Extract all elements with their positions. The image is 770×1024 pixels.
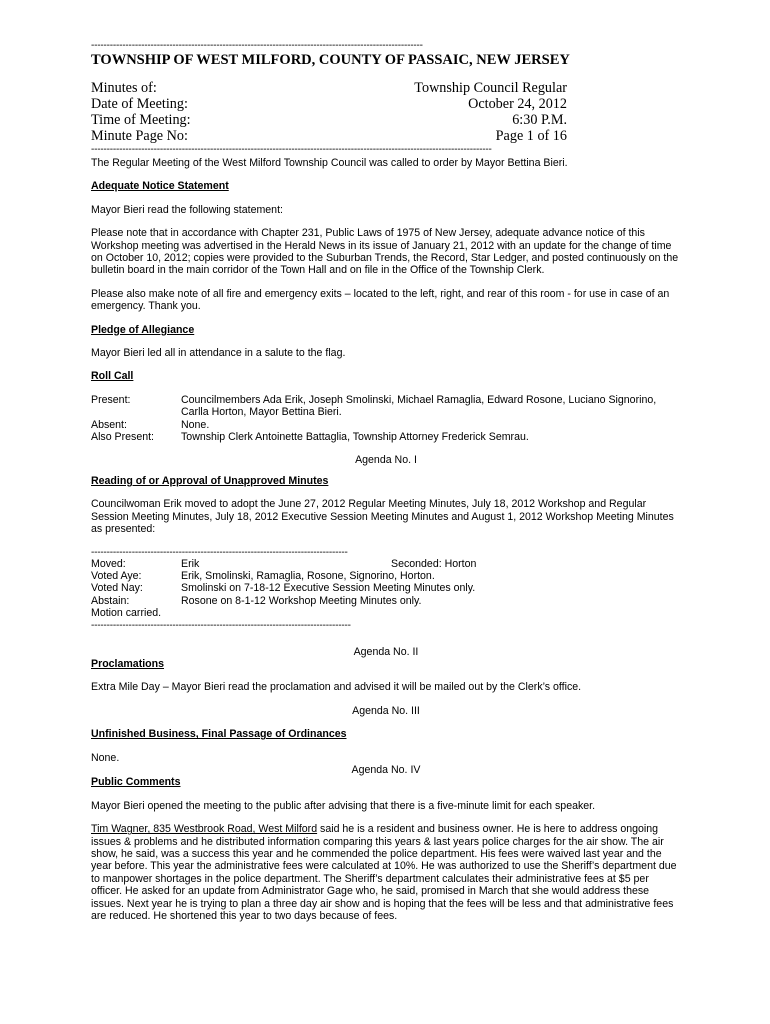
roll-value: Township Clerk Antoinette Battaglia, Township Attorney Frederick Semrau. <box>181 431 529 444</box>
notice-heading: Adequate Notice Statement <box>91 180 229 193</box>
minutes-page <box>91 0 681 922</box>
header-value: Township Council Regular <box>414 80 567 96</box>
vote-separator: ----------------------------------------------------------------------------------- <box>91 619 351 631</box>
header-row-time <box>91 112 567 128</box>
vote-separator: ---------------------------------------------------------------------------------- <box>91 546 348 558</box>
seconded-value: Seconded: Horton <box>391 557 477 570</box>
header-label: Time of Meeting: <box>91 112 191 128</box>
pledge-heading: Pledge of Allegiance <box>91 323 195 336</box>
header-label: Minute Page No: <box>91 128 188 144</box>
header-row-page <box>91 128 567 144</box>
vote-label: Abstain: <box>91 594 130 607</box>
agenda-number: Agenda No. II <box>353 645 419 658</box>
intro-paragraph: The Regular Meeting of the West Milford Township Council was called to order by Mayor Bettina Bieri. <box>91 157 568 169</box>
vote-label: Voted Nay: <box>91 582 143 595</box>
header-value: 6:30 P.M. <box>512 112 567 128</box>
top-separator: ---------------------------------------------------------------------------------------------------------- <box>91 40 423 51</box>
vote-row-moved <box>91 558 681 570</box>
document-title: TOWNSHIP OF WEST MILFORD, COUNTY OF PASSAIC, NEW JERSEY <box>91 52 570 68</box>
header-value: October 24, 2012 <box>468 96 567 112</box>
roll-row-also-present <box>91 431 681 443</box>
vote-row-nay <box>91 582 681 594</box>
agenda-number: Agenda No. IV <box>351 764 421 776</box>
roll-call-heading: Roll Call <box>91 370 134 383</box>
speaker-name: Tim Wagner, 835 Westbrook Road, West Milford <box>91 823 318 836</box>
speaker-statement: said he is a resident and business owner. He is here to address ongoing issues & problems and he distributed information comparing this years & last years police charges for the air show. The air show, he said, was a success this year and he commended the police department. His fees were waived last year and the year before. This year the administrative fees were calculated at 10%. He was authorized to use the Sheriff’s department due to manpower shortages in the police department. The Sheriff’s department calculates their administrative fees at $5 per officer. He asked for an update from Administrator Gage who, he said, promised in March that she would address these issues. Next year he is trying to plan a three day air show and is hoping that the fees will be less and that administrative fees are reduced. He shortened this year to two days because of fees. <box>91 823 677 923</box>
roll-label: Absent: <box>91 418 127 431</box>
proclamations-text: Extra Mile Day – Mayor Bieri read the proclamation and advised it will be mailed out by the Clerk’s office. <box>91 681 582 694</box>
header-row-minutes-of <box>91 80 567 96</box>
roll-row-absent <box>91 419 681 431</box>
vote-value: Erik, Smolinski, Ramaglia, Rosone, Signorino, Horton. <box>181 569 435 582</box>
vote-block <box>91 547 681 631</box>
roll-value: Councilmembers Ada Erik, Joseph Smolinski, Michael Ramaglia, Edward Rosone, Luciano Signorino, Carlla Horton, Mayor Bettina Bieri. <box>181 393 657 419</box>
unfinished-text: None. <box>91 751 120 764</box>
roll-label: Also Present: <box>91 431 155 444</box>
vote-row-abstain <box>91 595 681 607</box>
minutes-heading: Reading of or Approval of Unapproved Minutes <box>91 474 329 487</box>
roll-row-present <box>91 394 681 419</box>
unfinished-heading: Unfinished Business, Final Passage of Ordinances <box>91 728 347 741</box>
exits-paragraph: Please also make note of all fire and emergency exits – located to the left, right, and rear of this room - for use in case of an emergency. Thank you. <box>91 287 670 313</box>
vote-value: Erik <box>181 557 200 570</box>
header-block <box>91 80 681 144</box>
public-comments-heading: Public Comments <box>91 776 181 789</box>
speaker-paragraph <box>91 823 681 922</box>
agenda-number: Agenda No. III <box>352 704 420 717</box>
notice-paragraph: Please note that in accordance with Chapter 231, Public Laws of 1975 of New Jersey, adequate advance notice of this Workshop meeting was advertised in the Herald News in its issue of January 21, 2012 with an update for the change of time on October 10, 2012; copies were provided to the Suburban Trends, the Record, Star Ledger, and posted continuously on the bulletin board in the main corridor of the Town Hall and on file in the Office of the Township Clerk. <box>91 227 679 277</box>
header-row-date <box>91 96 567 112</box>
agenda-number: Agenda No. I <box>355 453 417 466</box>
motion-carried: Motion carried. <box>91 607 162 620</box>
proclamations-heading: Proclamations <box>91 657 165 670</box>
vote-label: Moved: <box>91 557 126 570</box>
roll-value: None. <box>181 418 210 431</box>
roll-label: Present: <box>91 393 131 406</box>
header-label: Minutes of: <box>91 80 157 96</box>
roll-call-table <box>91 394 681 444</box>
header-separator: -------------------------------------------------------------------------------------------------------------------------------- <box>91 144 492 155</box>
notice-lead: Mayor Bieri read the following statement: <box>91 203 283 216</box>
vote-row-aye <box>91 570 681 582</box>
public-comments-text: Mayor Bieri opened the meeting to the public after advising that there is a five-minute limit for each speaker. <box>91 799 596 812</box>
header-value: Page 1 of 16 <box>495 128 567 144</box>
minutes-motion-text: Councilwoman Erik moved to adopt the June 27, 2012 Regular Meeting Minutes, July 18, 2012 Workshop and Regular Session Meeting Minutes, July 18, 2012 Executive Session Meeting Minutes and August 1, 2012 Workshop Meeting Minutes as presented: <box>91 498 674 536</box>
header-label: Date of Meeting: <box>91 96 188 112</box>
pledge-text: Mayor Bieri led all in attendance in a salute to the flag. <box>91 347 346 360</box>
vote-label: Voted Aye: <box>91 569 142 582</box>
vote-value: Rosone on 8-1-12 Workshop Meeting Minutes only. <box>181 594 422 607</box>
vote-value: Smolinski on 7-18-12 Executive Session Meeting Minutes only. <box>181 582 476 595</box>
